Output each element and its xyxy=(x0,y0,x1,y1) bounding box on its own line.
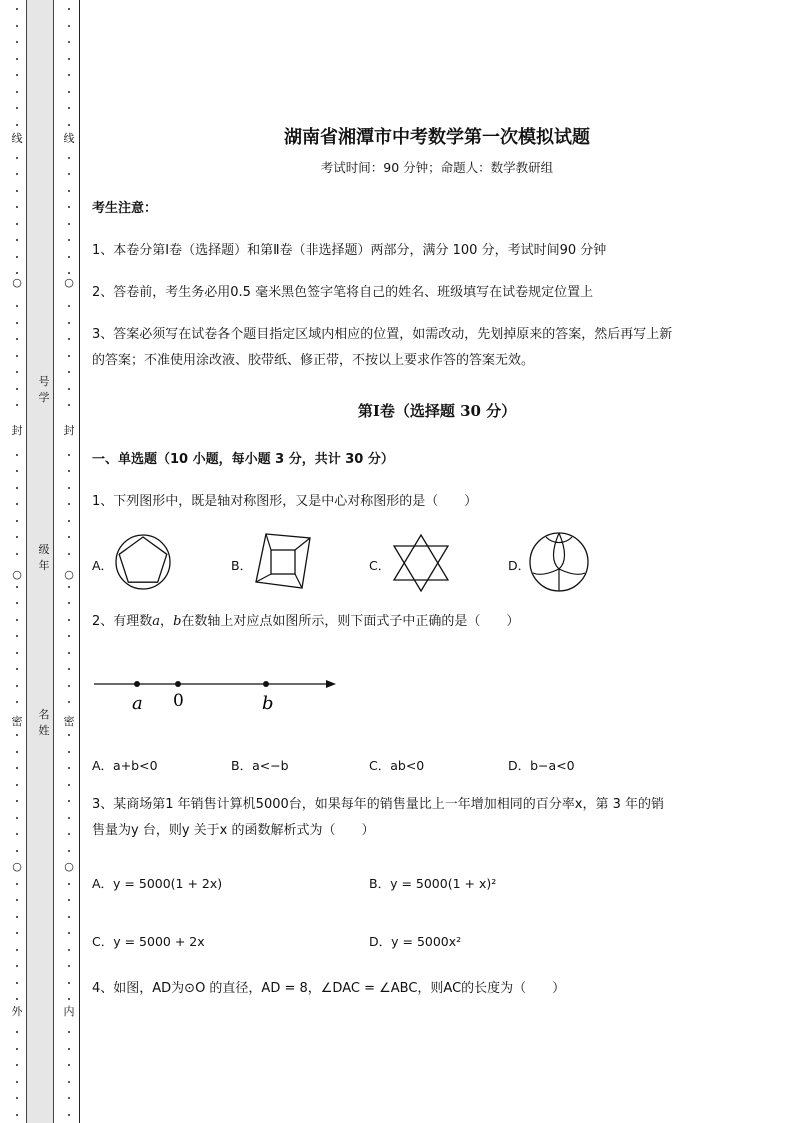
q1-option-d[interactable]: D． xyxy=(508,558,531,573)
binding-dot xyxy=(68,404,70,406)
binding-mark: 封 xyxy=(63,424,75,437)
binding-dot xyxy=(16,404,18,406)
binding-dot xyxy=(16,503,18,505)
point-zero xyxy=(175,681,181,687)
binding-dot xyxy=(68,767,70,769)
binding-mark: 内 xyxy=(63,1005,75,1018)
binding-dot xyxy=(68,817,70,819)
label-zero: 0 xyxy=(173,691,184,711)
binding-dot xyxy=(68,635,70,637)
binding-dot xyxy=(16,734,18,736)
q1-option-c[interactable]: C． xyxy=(369,558,391,573)
binding-dot xyxy=(16,833,18,835)
binding-dot xyxy=(16,916,18,918)
q3-option-c[interactable]: C．y = 5000 + 2x xyxy=(92,934,205,949)
binding-dot xyxy=(68,734,70,736)
binding-dot xyxy=(16,701,18,703)
binding-margin xyxy=(0,0,90,1123)
binding-dot xyxy=(16,1031,18,1033)
binding-dot xyxy=(68,487,70,489)
label-b: b xyxy=(262,693,274,714)
binding-dot xyxy=(68,256,70,258)
binding-dot xyxy=(68,1081,70,1083)
notice-item-3-cont: 的答案；不准使用涂改液、胶带纸、修正带，不按以上要求作答的答案无效。 xyxy=(92,353,535,368)
number-line xyxy=(92,670,342,720)
binding-dot xyxy=(68,949,70,951)
binding-dot xyxy=(16,239,18,241)
q3-option-d[interactable]: D．y = 5000x² xyxy=(369,934,462,949)
binding-dot xyxy=(16,800,18,802)
binding-dot xyxy=(16,74,18,76)
binding-dot xyxy=(16,305,18,307)
binding-mark: ○ xyxy=(62,276,76,290)
binding-dot xyxy=(16,668,18,670)
binding-dot xyxy=(68,470,70,472)
binding-dot xyxy=(68,503,70,505)
question-1-stem: 1、下列图形中，既是轴对称图形，又是中心对称图形的是（ ） xyxy=(92,494,478,509)
binding-dot xyxy=(68,883,70,885)
binding-dot xyxy=(68,602,70,604)
binding-dot xyxy=(16,652,18,654)
binding-dot xyxy=(68,41,70,43)
binding-dot xyxy=(68,190,70,192)
binding-dot xyxy=(16,371,18,373)
binding-dot xyxy=(16,520,18,522)
binding-dot xyxy=(16,1114,18,1116)
binding-dot xyxy=(68,206,70,208)
q1-figure-a xyxy=(114,533,172,591)
binding-dot xyxy=(16,107,18,109)
binding-dot xyxy=(16,1048,18,1050)
exam-title: 湖南省湘潭市中考数学第一次模拟试题 xyxy=(284,127,590,148)
binding-dot xyxy=(16,586,18,588)
binding-dot xyxy=(68,899,70,901)
q2-option-b[interactable]: B．a<−b xyxy=(231,758,289,773)
binding-dot xyxy=(16,899,18,901)
binding-dot xyxy=(68,619,70,621)
binding-dot xyxy=(68,8,70,10)
field-student-number: 号学 xyxy=(38,375,50,404)
binding-dot xyxy=(68,536,70,538)
left-dotted-line xyxy=(10,0,24,1123)
binding-dot xyxy=(68,239,70,241)
binding-dot xyxy=(68,58,70,60)
binding-dot xyxy=(68,932,70,934)
binding-dot xyxy=(16,982,18,984)
binding-dot xyxy=(16,883,18,885)
binding-dot xyxy=(16,388,18,390)
field-name: 名姓 xyxy=(38,708,50,737)
label-a: a xyxy=(132,693,143,714)
binding-dot xyxy=(16,751,18,753)
binding-dot xyxy=(68,74,70,76)
binding-dot xyxy=(16,256,18,258)
binding-dot xyxy=(16,157,18,159)
binding-dot xyxy=(68,355,70,357)
right-dotted-line xyxy=(62,0,76,1123)
binding-dot xyxy=(68,173,70,175)
binding-dot xyxy=(16,553,18,555)
binding-dot xyxy=(68,91,70,93)
question-2-stem: 2、有理数a，b在数轴上对应点如图所示，则下面式子中正确的是（ ） xyxy=(92,614,520,629)
binding-dot xyxy=(16,767,18,769)
binding-dot xyxy=(16,487,18,489)
figure-pentagon xyxy=(119,537,167,582)
binding-dot xyxy=(68,223,70,225)
field-class: 级年 xyxy=(38,543,50,572)
binding-dot xyxy=(68,998,70,1000)
binding-dot xyxy=(16,355,18,357)
binding-dot xyxy=(16,602,18,604)
q3-option-a[interactable]: A．y = 5000(1 + 2x) xyxy=(92,876,223,891)
point-a xyxy=(134,681,140,687)
binding-dot xyxy=(16,965,18,967)
question-3-stem-line1: 3、某商场第1 年销售计算机5000台，如果每年的销售量比上一年增加相同的百分率x，第 3 年的销 xyxy=(92,797,664,812)
binding-dot xyxy=(16,41,18,43)
binding-dot xyxy=(16,1097,18,1099)
binding-dot xyxy=(68,1064,70,1066)
binding-dot xyxy=(68,652,70,654)
q3-option-b[interactable]: B．y = 5000(1 + x)² xyxy=(369,876,497,891)
binding-dot xyxy=(16,124,18,126)
binding-dot xyxy=(68,850,70,852)
binding-dot xyxy=(68,553,70,555)
binding-mark: 密 xyxy=(63,715,75,728)
binding-dot xyxy=(16,8,18,10)
binding-dot xyxy=(68,784,70,786)
binding-dot xyxy=(16,272,18,274)
binding-mark: ○ xyxy=(10,568,24,582)
binding-dot xyxy=(16,470,18,472)
binding-dot xyxy=(68,454,70,456)
point-b xyxy=(263,681,269,687)
binding-dot xyxy=(16,635,18,637)
binding-dot xyxy=(68,305,70,307)
binding-dot xyxy=(16,685,18,687)
binding-dot xyxy=(16,1064,18,1066)
binding-dot xyxy=(16,338,18,340)
binding-dot xyxy=(16,817,18,819)
q1-figure-b xyxy=(252,530,314,592)
binding-mark: ○ xyxy=(10,860,24,874)
binding-dot xyxy=(16,91,18,93)
binding-dot xyxy=(68,800,70,802)
binding-dot xyxy=(16,454,18,456)
q2-option-a[interactable]: A．a+b<0 xyxy=(92,758,158,773)
q2-option-c[interactable]: C．ab<0 xyxy=(369,758,425,773)
binding-mark: 线 xyxy=(63,132,75,145)
exam-subtitle: 考试时间：90 分钟；命题人：数学教研组 xyxy=(320,160,554,175)
binding-mark: ○ xyxy=(10,276,24,290)
binding-dot xyxy=(68,586,70,588)
binding-dot xyxy=(68,388,70,390)
binding-dot xyxy=(68,833,70,835)
binding-dot xyxy=(68,751,70,753)
binding-dot xyxy=(16,173,18,175)
binding-dot xyxy=(16,850,18,852)
figure-circle xyxy=(116,535,170,589)
q2-option-d[interactable]: D．b−a<0 xyxy=(508,758,575,773)
notice-item-1: 1、本卷分第Ⅰ卷（选择题）和第Ⅱ卷（非选择题）两部分，满分 100 分，考试时间90 分钟 xyxy=(92,243,607,258)
binding-dot xyxy=(16,784,18,786)
binding-dot xyxy=(68,157,70,159)
binding-dot xyxy=(68,965,70,967)
q1-option-b[interactable]: B． xyxy=(231,558,253,573)
binding-dot xyxy=(16,998,18,1000)
binding-dot xyxy=(16,932,18,934)
binding-dot xyxy=(16,1081,18,1083)
binding-dot xyxy=(68,1048,70,1050)
notice-item-2: 2、答卷前，考生务必用0.5 毫米黑色签字笔将自己的姓名、班级填写在试卷规定位置上 xyxy=(92,285,594,300)
section-title: 第Ⅰ卷（选择题 30 分） xyxy=(357,402,517,420)
binding-mark: 外 xyxy=(11,1005,23,1018)
binding-mark: 线 xyxy=(11,132,23,145)
notice-heading: 考生注意： xyxy=(92,201,158,216)
binding-dot xyxy=(68,124,70,126)
binding-dot xyxy=(68,1031,70,1033)
binding-dot xyxy=(16,322,18,324)
binding-dot xyxy=(68,322,70,324)
binding-mark: 封 xyxy=(11,424,23,437)
binding-dot xyxy=(16,949,18,951)
part-heading: 一、单选题（10 小题，每小题 3 分，共计 30 分） xyxy=(92,452,394,467)
binding-dot xyxy=(16,25,18,27)
binding-dot xyxy=(68,1114,70,1116)
notice-item-3: 3、答案必须写在试卷各个题目指定区域内相应的位置，如需改动，先划掉原来的答案，然后再写上新 xyxy=(92,327,673,342)
q1-figure-d xyxy=(528,531,590,593)
binding-border-line xyxy=(79,0,80,1123)
binding-mark: ○ xyxy=(62,568,76,582)
binding-dot xyxy=(16,619,18,621)
binding-dot xyxy=(68,371,70,373)
binding-dot xyxy=(68,520,70,522)
binding-dot xyxy=(68,982,70,984)
binding-mark: ○ xyxy=(62,860,76,874)
binding-dot xyxy=(68,272,70,274)
binding-dot xyxy=(16,190,18,192)
binding-dot xyxy=(68,701,70,703)
binding-dot xyxy=(16,536,18,538)
q1-figure-c xyxy=(390,532,452,594)
binding-dot xyxy=(68,916,70,918)
binding-dot xyxy=(68,668,70,670)
binding-dot xyxy=(16,223,18,225)
binding-dot xyxy=(68,1097,70,1099)
binding-dot xyxy=(68,338,70,340)
binding-dot xyxy=(68,107,70,109)
binding-dot xyxy=(16,206,18,208)
binding-dot xyxy=(16,58,18,60)
binding-dot xyxy=(68,25,70,27)
question-4-stem: 4、如图，AD为⊙O 的直径，AD = 8，∠DAC = ∠ABC，则AC的长度为（ ） xyxy=(92,981,566,996)
binding-mark: 密 xyxy=(11,715,23,728)
q1-option-a[interactable]: A． xyxy=(92,558,114,573)
binding-dot xyxy=(68,685,70,687)
question-3-stem-line2: 售量为y 台，则y 关于x 的函数解析式为（ ） xyxy=(92,823,375,838)
